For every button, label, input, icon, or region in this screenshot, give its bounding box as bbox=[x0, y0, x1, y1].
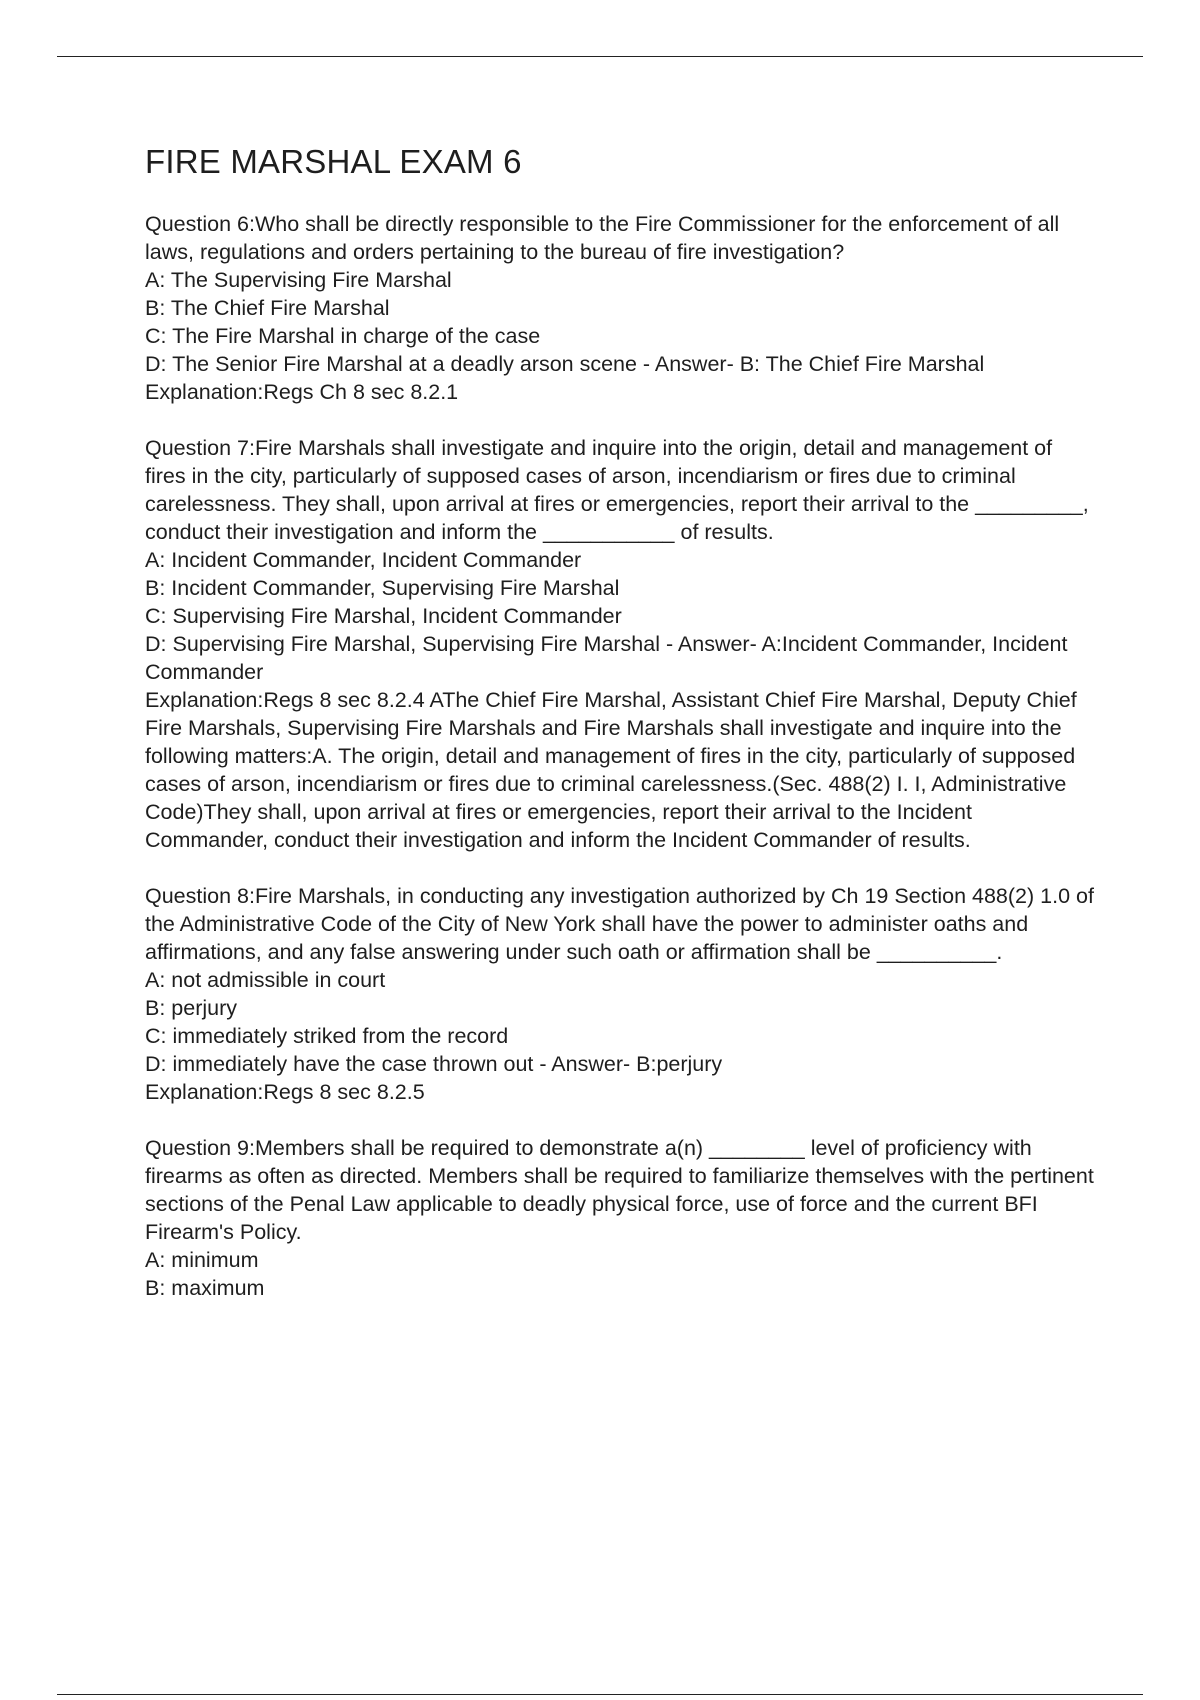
top-rule bbox=[57, 56, 1143, 57]
explanation: Explanation:Regs Ch 8 sec 8.2.1 bbox=[145, 380, 459, 404]
question-text: Question 9:Members shall be required to demonstrate a(n) ________ level of proficiency with firearms as often as directed. Members shall be required to familiarize themselves with the pertinent sections of the Penal Law applicable to deadly physical force, use of force and the current BFI Firearm's Policy. bbox=[145, 1136, 1100, 1244]
explanation: Explanation:Regs 8 sec 8.2.5 bbox=[145, 1080, 425, 1104]
option-a: A: Incident Commander, Incident Commander bbox=[145, 548, 582, 572]
option-a: A: minimum bbox=[145, 1248, 259, 1272]
question-7 bbox=[145, 434, 1095, 854]
option-b: B: Incident Commander, Supervising Fire Marshal bbox=[145, 576, 620, 600]
question-text: Question 6:Who shall be directly responsible to the Fire Commissioner for the enforcement of all laws, regulations and orders pertaining to the bureau of fire investigation? bbox=[145, 212, 1066, 264]
option-c: C: immediately striked from the record bbox=[145, 1024, 509, 1048]
option-b: B: perjury bbox=[145, 996, 238, 1020]
page-title: FIRE MARSHAL EXAM 6 bbox=[145, 143, 522, 180]
explanation: Explanation:Regs 8 sec 8.2.4 AThe Chief Fire Marshal, Assistant Chief Fire Marshal, Deputy Chief Fire Marshals, Supervising Fire Marshals and Fire Marshals shall investigate and inquire into the following matters:A. The origin, detail and management of fires in the city, particularly of supposed cases of arson, incendiarism or fires due to criminal carelessness.(Sec. 488(2) I. I, Administrative Code)They shall, upon arrival at fires or emergencies, report their arrival to the Incident Commander, conduct their investigation and inform the Incident Commander of results. bbox=[145, 688, 1083, 852]
option-c: C: Supervising Fire Marshal, Incident Commander bbox=[145, 604, 622, 628]
option-d: D: immediately have the case thrown out - Answer- B:perjury bbox=[145, 1052, 723, 1076]
option-d: D: The Senior Fire Marshal at a deadly arson scene - Answer- B: The Chief Fire Marshal bbox=[145, 352, 985, 376]
question-text: Question 7:Fire Marshals shall investigate and inquire into the origin, detail and management of fires in the city, particularly of supposed cases of arson, incendiarism or fires due to criminal carelessness. They shall, upon arrival at fires or emergencies, report their arrival to the _________, conduct their investigation and inform the ___________ of results. bbox=[145, 436, 1095, 544]
option-a: A: not admissible in court bbox=[145, 968, 386, 992]
option-a: A: The Supervising Fire Marshal bbox=[145, 268, 452, 292]
option-b: B: The Chief Fire Marshal bbox=[145, 296, 390, 320]
document-body bbox=[145, 142, 1100, 1330]
question-9 bbox=[145, 1134, 1100, 1302]
option-b: B: maximum bbox=[145, 1276, 265, 1300]
option-c: C: The Fire Marshal in charge of the case bbox=[145, 324, 541, 348]
bottom-rule bbox=[57, 1694, 1143, 1695]
question-text: Question 8:Fire Marshals, in conducting any investigation authorized by Ch 19 Section 488(2) 1.0 of the Administrative Code of the City of New York shall have the power to administer oaths and affirmations, and any false answering under such oath or affirmation shall be __________. bbox=[145, 884, 1100, 964]
question-6 bbox=[145, 210, 1095, 406]
option-d: D: Supervising Fire Marshal, Supervising Fire Marshal - Answer- A:Incident Commander, Incident Commander bbox=[145, 632, 1074, 684]
question-8 bbox=[145, 882, 1100, 1106]
